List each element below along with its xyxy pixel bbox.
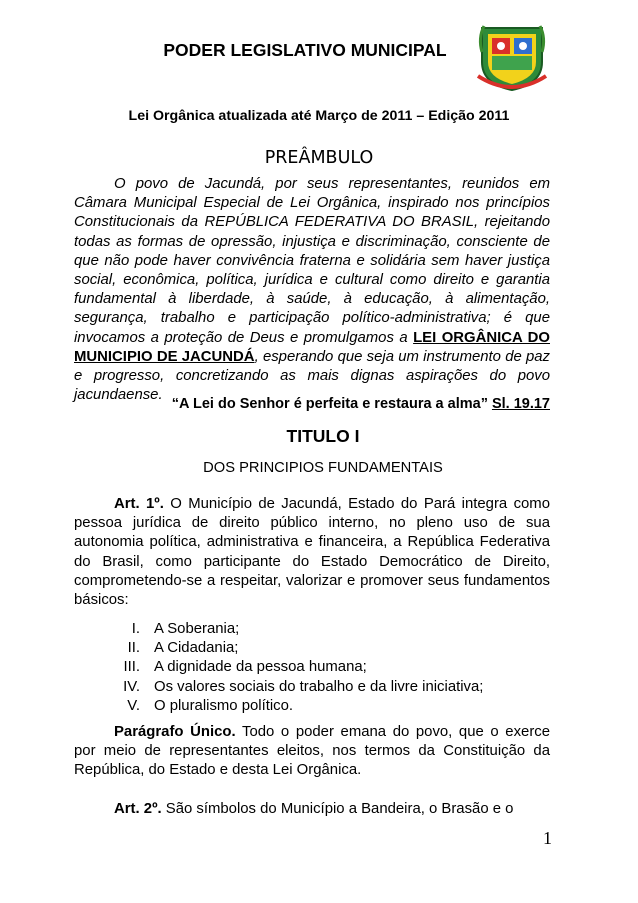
preamble-heading: PREÂMBULO <box>264 148 374 168</box>
list-item: II. A Cidadania; <box>127 640 239 657</box>
article-2 <box>74 800 550 819</box>
article-1 <box>74 495 550 610</box>
title-one-subheading: DOS PRINCIPIOS FUNDAMENTAIS <box>203 460 443 476</box>
list-item: IV. Os valores sociais do trabalho e da livre iniciativa; <box>123 678 484 695</box>
title-one-heading: TITULO I <box>286 426 360 446</box>
list-item: III. A dignidade da pessoa humana; <box>123 659 367 676</box>
article-1-label: Art. 1º. <box>114 496 164 512</box>
list-item: V. O pluralismo político. <box>127 697 294 714</box>
sole-paragraph-text: Todo o poder emana do povo, que o exerce por meio de representantes eleitos, nos termos da Constituição da República, do Estado e desta Lei Orgânica. <box>74 724 551 779</box>
list-item: I. A Soberania; <box>131 621 240 637</box>
article-2-text: São símbolos do Município a Bandeira, o Brasão e o <box>161 801 514 817</box>
preamble-text-after: , esperando que seja um instrumento de paz e progresso, concretizando as mais dignas aspirações do povo jacundaense. <box>74 348 551 404</box>
bible-quote <box>74 396 550 412</box>
quote-text: “A Lei do Senhor é perfeita e restaura a alma” <box>171 396 488 412</box>
page-number: 1 <box>543 828 552 848</box>
preamble-paragraph <box>74 175 550 405</box>
quote-reference: Sl. 19.17 <box>491 396 550 412</box>
article-1-list <box>110 620 483 716</box>
article-2-label: Art. 2º. <box>114 801 162 817</box>
municipal-coat-of-arms-icon <box>474 18 550 94</box>
sole-paragraph <box>74 723 550 781</box>
sole-paragraph-label: Parágrafo Único. <box>114 724 236 740</box>
edition-subtitle: Lei Orgânica atualizada até Março de 2011 – Edição 2011 <box>128 108 510 124</box>
preamble-law-name: LEI ORGÂNICA DO MUNICIPIO DE JACUNDÁ <box>74 329 550 365</box>
article-1-text: O Município de Jacundá, Estado do Pará integra como pessoa jurídica de direito público interno, no pleno uso de sua autonomia política, administrativa e financeira, a República Federativa do Brasil, como participante do Estado Democrático de Direito, comprometendo-se a respeitar, valorizar e promover seus fundamentos básicos: <box>74 496 550 609</box>
preamble-text-before: O povo de Jacundá, por seus representantes, reunidos em Câmara Municipal Especial de Lei Orgânica, inspirado nos princípios Constitucionais da REPÚBLICA FEDERATIVA DO BRASIL, rejeitando todas as formas de opressão, injustiça e discriminação, consciente de que não pode haver convivência fraterna e solidária sem haver justiça social, econômica, política, jurídica e cultural como direito e garantia fundamental à liberdade, à saúde, à educação, à alimentação, segurança, trabalho e participação político-administrativa; é que invocamos a proteção de Deus e promulgamos a <box>74 176 550 346</box>
document-header-title: PODER LEGISLATIVO MUNICIPAL <box>163 40 447 60</box>
